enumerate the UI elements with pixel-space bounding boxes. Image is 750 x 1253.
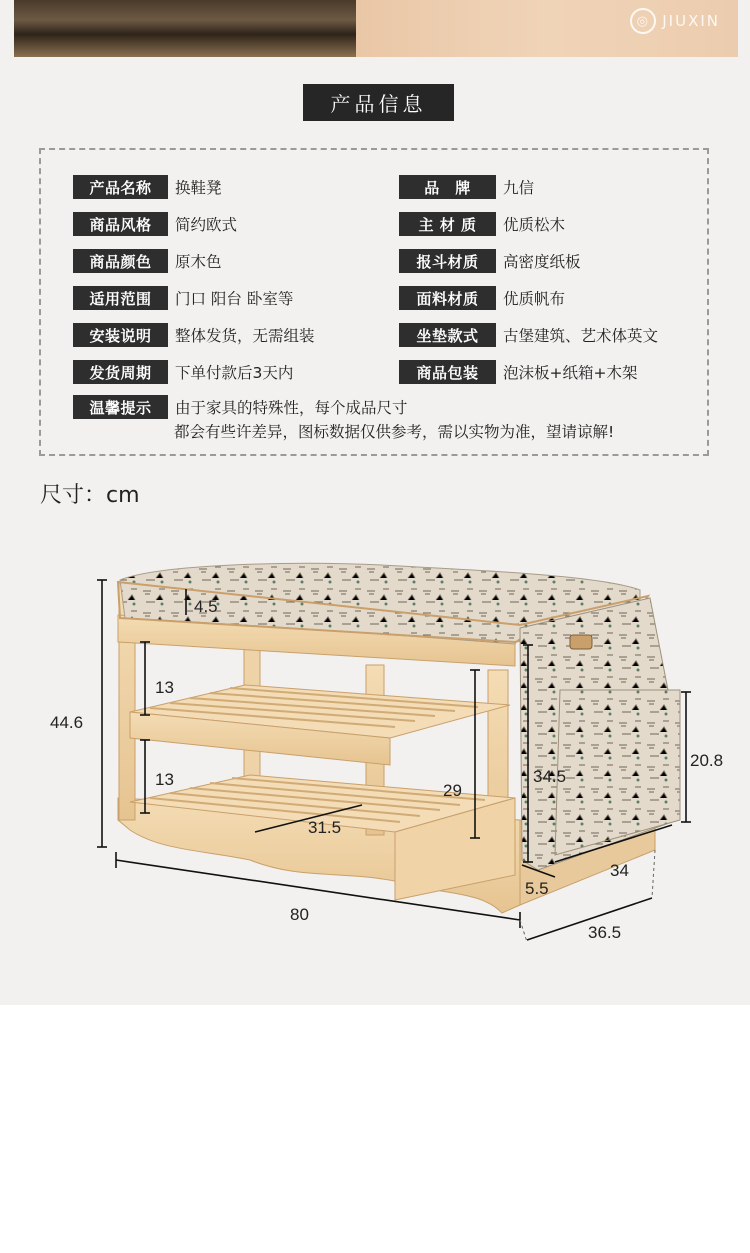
brand-logo-icon: ◎: [630, 8, 656, 34]
info-value: 古堡建筑、艺术体英文: [503, 327, 659, 345]
info-value: 高密度纸板: [503, 253, 581, 271]
info-row: [399, 286, 565, 310]
info-value: 优质松木: [503, 216, 566, 234]
info-label: 主 材 质: [399, 212, 496, 236]
pine-wood-photo: [356, 0, 738, 57]
info-value: 原木色: [175, 253, 222, 271]
info-value: 简约欧式: [175, 216, 238, 234]
dim-upper-shelf-height: 13: [155, 678, 174, 697]
info-label: 商品风格: [73, 212, 168, 236]
wood-texture-photo: [14, 0, 356, 57]
info-label: 适用范围: [73, 286, 168, 310]
info-label: 产品名称: [73, 175, 168, 199]
dim-cushion-thickness: 4.5: [194, 597, 218, 616]
info-label: 面料材质: [399, 286, 496, 310]
tip-line-2: 都会有些许差异，图标数据仅供参考，需以实物为准，望请谅解!: [174, 423, 615, 441]
watermark-text: JIUXIN: [662, 12, 720, 30]
info-row: [399, 360, 637, 384]
info-label: 商品颜色: [73, 249, 168, 273]
info-label: 坐垫款式: [399, 323, 496, 347]
size-unit-title: 尺寸：cm: [40, 483, 140, 508]
dim-pocket-height: 34.5: [533, 767, 567, 786]
info-label: 品 牌: [399, 175, 496, 199]
brand-watermark: [630, 8, 720, 34]
dim-lower-shelf-height: 13: [155, 770, 174, 789]
dim-inner-height: 29: [443, 781, 462, 800]
info-value: 九信: [503, 179, 535, 197]
pocket-handle-icon: [570, 635, 592, 649]
info-value: 换鞋凳: [175, 179, 222, 197]
dim-total-height: 44.6: [50, 713, 84, 732]
info-row: [73, 249, 222, 273]
tip-line-1: 由于家具的特殊性，每个成品尺寸: [175, 399, 408, 417]
info-row: [399, 212, 565, 236]
top-photo-strip: [14, 0, 738, 57]
pocket-front-flap: [555, 690, 680, 855]
info-value: 泡沫板+纸箱+木架: [503, 364, 638, 382]
info-row: [73, 360, 293, 384]
info-label: 安装说明: [73, 323, 168, 347]
info-label: 发货周期: [73, 360, 168, 384]
info-label: 报斗材质: [399, 249, 496, 273]
info-row: [73, 286, 293, 310]
info-value: 门口 阳台 卧室等: [175, 290, 294, 308]
info-label: 商品包装: [399, 360, 496, 384]
info-row: [399, 249, 581, 273]
info-row: [73, 323, 315, 347]
dim-total-depth: 36.5: [588, 923, 622, 942]
section-title: 产品信息: [303, 84, 454, 121]
product-info-table: [39, 148, 709, 456]
tip-label: 温馨提示: [73, 395, 168, 419]
info-row: [73, 212, 237, 236]
info-row: [399, 175, 534, 199]
info-value: 整体发货，无需组装: [175, 327, 315, 345]
tip-row: [73, 395, 408, 419]
dim-shelf-depth: 31.5: [308, 818, 342, 837]
info-value: 下单付款后3天内: [175, 364, 294, 382]
dim-pocket-width: 34: [610, 861, 629, 880]
info-row: [73, 175, 222, 199]
info-value: 优质帆布: [503, 290, 566, 308]
bench-dimension-diagram: [0, 520, 750, 960]
dim-pocket-thickness: 5.5: [525, 879, 549, 898]
info-row: [399, 323, 658, 347]
dim-total-length: 80: [290, 905, 309, 924]
dim-pocket-front-height: 20.8: [690, 751, 724, 770]
